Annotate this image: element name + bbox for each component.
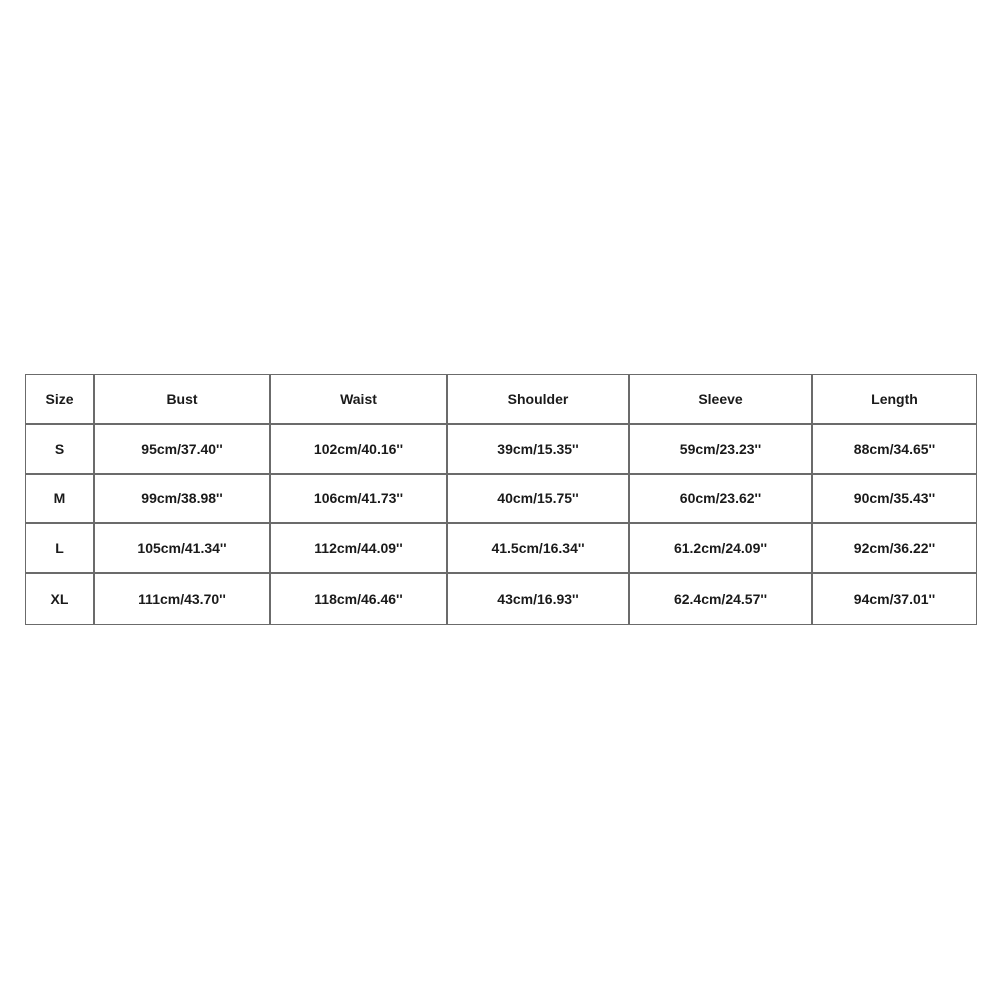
header-cell-size: Size	[26, 375, 95, 425]
shoulder-cell: 41.5cm/16.34''	[448, 524, 630, 574]
size-cell: L	[26, 524, 95, 574]
header-cell-waist: Waist	[271, 375, 448, 425]
waist-cell: 118cm/46.46''	[271, 574, 448, 624]
waist-cell: 112cm/44.09''	[271, 524, 448, 574]
length-cell: 88cm/34.65''	[813, 425, 976, 475]
waist-cell: 106cm/41.73''	[271, 475, 448, 525]
table-row	[26, 574, 976, 624]
header-cell-length: Length	[813, 375, 976, 425]
bust-cell: 95cm/37.40''	[95, 425, 271, 475]
header-cell-bust: Bust	[95, 375, 271, 425]
shoulder-cell: 40cm/15.75''	[448, 475, 630, 525]
size-cell: M	[26, 475, 95, 525]
header-cell-sleeve: Sleeve	[630, 375, 813, 425]
bust-cell: 105cm/41.34''	[95, 524, 271, 574]
shoulder-cell: 39cm/15.35''	[448, 425, 630, 475]
sleeve-cell: 61.2cm/24.09''	[630, 524, 813, 574]
table-row	[26, 425, 976, 475]
shoulder-cell: 43cm/16.93''	[448, 574, 630, 624]
table-header-row	[26, 375, 976, 425]
sleeve-cell: 60cm/23.62''	[630, 475, 813, 525]
size-chart-table	[25, 374, 977, 625]
header-cell-shoulder: Shoulder	[448, 375, 630, 425]
sleeve-cell: 59cm/23.23''	[630, 425, 813, 475]
length-cell: 92cm/36.22''	[813, 524, 976, 574]
bust-cell: 99cm/38.98''	[95, 475, 271, 525]
length-cell: 90cm/35.43''	[813, 475, 976, 525]
sleeve-cell: 62.4cm/24.57''	[630, 574, 813, 624]
size-cell: XL	[26, 574, 95, 624]
size-cell: S	[26, 425, 95, 475]
waist-cell: 102cm/40.16''	[271, 425, 448, 475]
length-cell: 94cm/37.01''	[853, 591, 936, 608]
table-row	[26, 475, 976, 525]
table-row	[26, 524, 976, 574]
bust-cell: 111cm/43.70''	[95, 574, 271, 624]
